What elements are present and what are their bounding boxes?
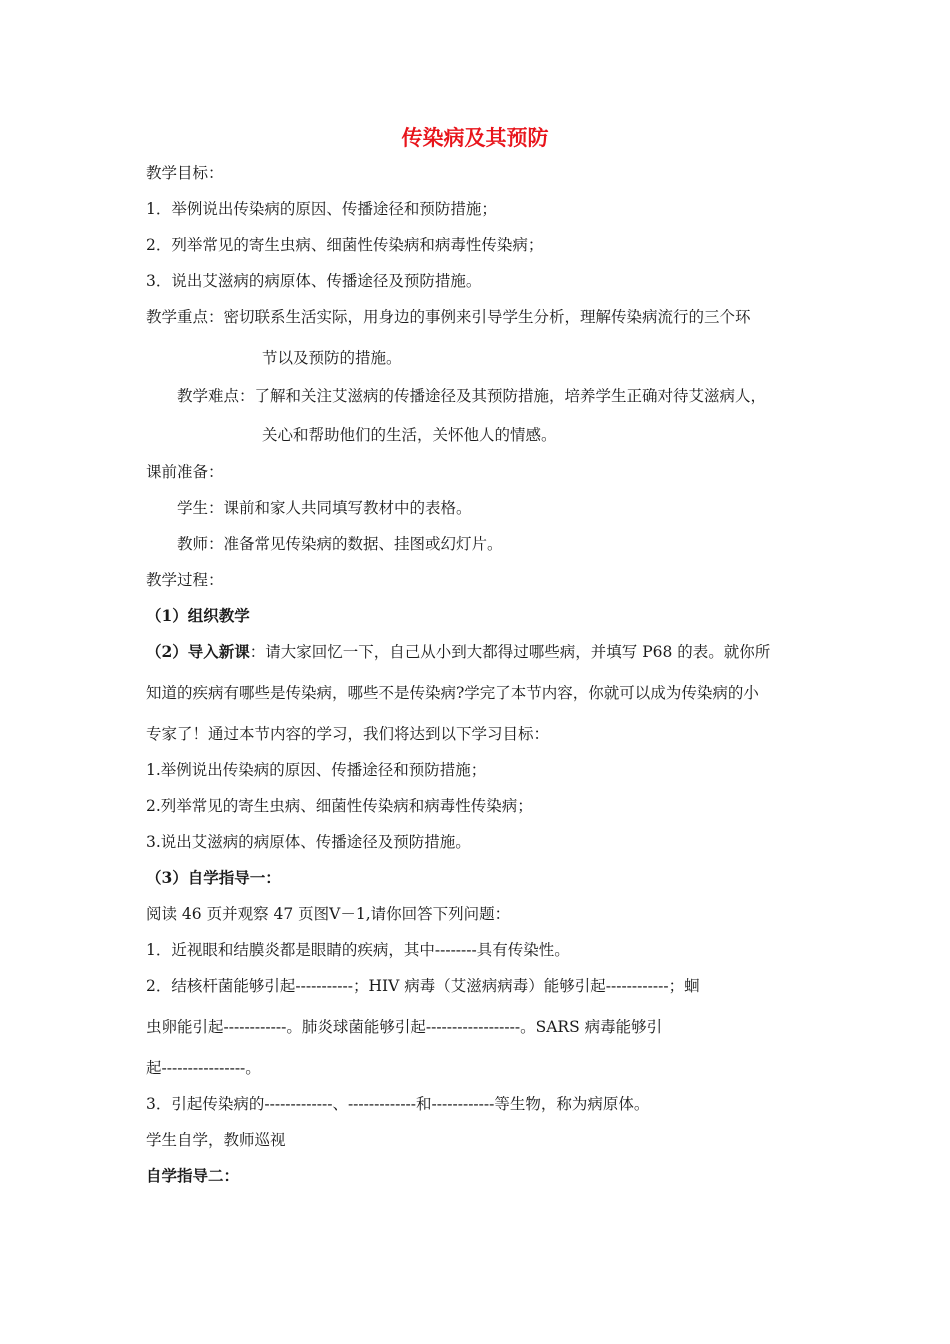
goal-item: 2．列举常见的寄生虫病、细菌性传染病和病毒性传染病； xyxy=(146,236,544,254)
goals-heading: 教学目标： xyxy=(146,164,224,182)
question-3: 3．引起传染病的-------------、-------------和------------等生物，称为病原体。 xyxy=(146,1095,650,1113)
step-intro-line xyxy=(146,641,770,663)
step-intro-line: 专家了！通过本节内容的学习，我们将达到以下学习目标： xyxy=(146,725,550,743)
reading-instruction: 阅读 46 页并观察 47 页图Ⅴ－1,请你回答下列问题： xyxy=(146,905,511,923)
question-1: 1．近视眼和结膜炎都是眼睛的疾病，其中--------具有传染性。 xyxy=(146,941,570,959)
step-intro-line: 知道的疾病有哪些是传染病，哪些不是传染病?学完了本节内容，你就可以成为传染病的小 xyxy=(146,684,759,702)
prep-heading: 课前准备： xyxy=(146,463,224,481)
question-2-line: 虫卵能引起------------。肺炎球菌能够引起------------------。SARS 病毒能够引 xyxy=(146,1018,663,1036)
step-self-study-heading: （3）自学指导一： xyxy=(146,868,281,887)
goal-repeat-item: 3.说出艾滋病的病原体、传播途径及预防措施。 xyxy=(146,833,471,851)
question-2-line: 2．结核杆菌能够引起-----------；HIV 病毒（艾滋病病毒）能够引起------------；蛔 xyxy=(146,977,700,995)
key-points-line: 节以及预防的措施。 xyxy=(262,349,402,367)
difficulties-line: 教学难点：了解和关注艾滋病的传播途径及其预防措施，培养学生正确对待艾滋病人， xyxy=(177,387,767,405)
step-organize: （1）组织教学 xyxy=(146,606,250,625)
prep-teacher: 教师：准备常见传染病的数据、挂图或幻灯片。 xyxy=(177,535,503,553)
difficulties-line: 关心和帮助他们的生活，关怀他人的情感。 xyxy=(262,426,557,444)
key-points-line: 教学重点：密切联系生活实际，用身边的事例来引导学生分析，理解传染病流行的三个环 xyxy=(146,308,751,326)
step-intro-label: （2）导入新课 xyxy=(146,642,250,661)
goal-repeat-item: 1.举例说出传染病的原因、传播途径和预防措施； xyxy=(146,761,487,779)
prep-student: 学生：课前和家人共同填写教材中的表格。 xyxy=(177,499,472,517)
step-intro-text: ：请大家回忆一下，自己从小到大都得过哪些病，并填写 P68 的表。就你所 xyxy=(249,643,771,661)
question-2-line: 起----------------。 xyxy=(146,1059,261,1077)
goal-repeat-item: 2.列举常见的寄生虫病、细菌性传染病和病毒性传染病； xyxy=(146,797,533,815)
goal-item: 3．说出艾滋病的病原体、传播途径及预防措施。 xyxy=(146,272,482,290)
guide-two-heading: 自学指导二： xyxy=(146,1166,240,1185)
process-heading: 教学过程： xyxy=(146,571,224,589)
self-study-note: 学生自学，教师巡视 xyxy=(146,1131,286,1149)
document-title: 传染病及其预防 xyxy=(401,125,549,150)
goal-item: 1．举例说出传染病的原因、传播途径和预防措施； xyxy=(146,200,497,218)
